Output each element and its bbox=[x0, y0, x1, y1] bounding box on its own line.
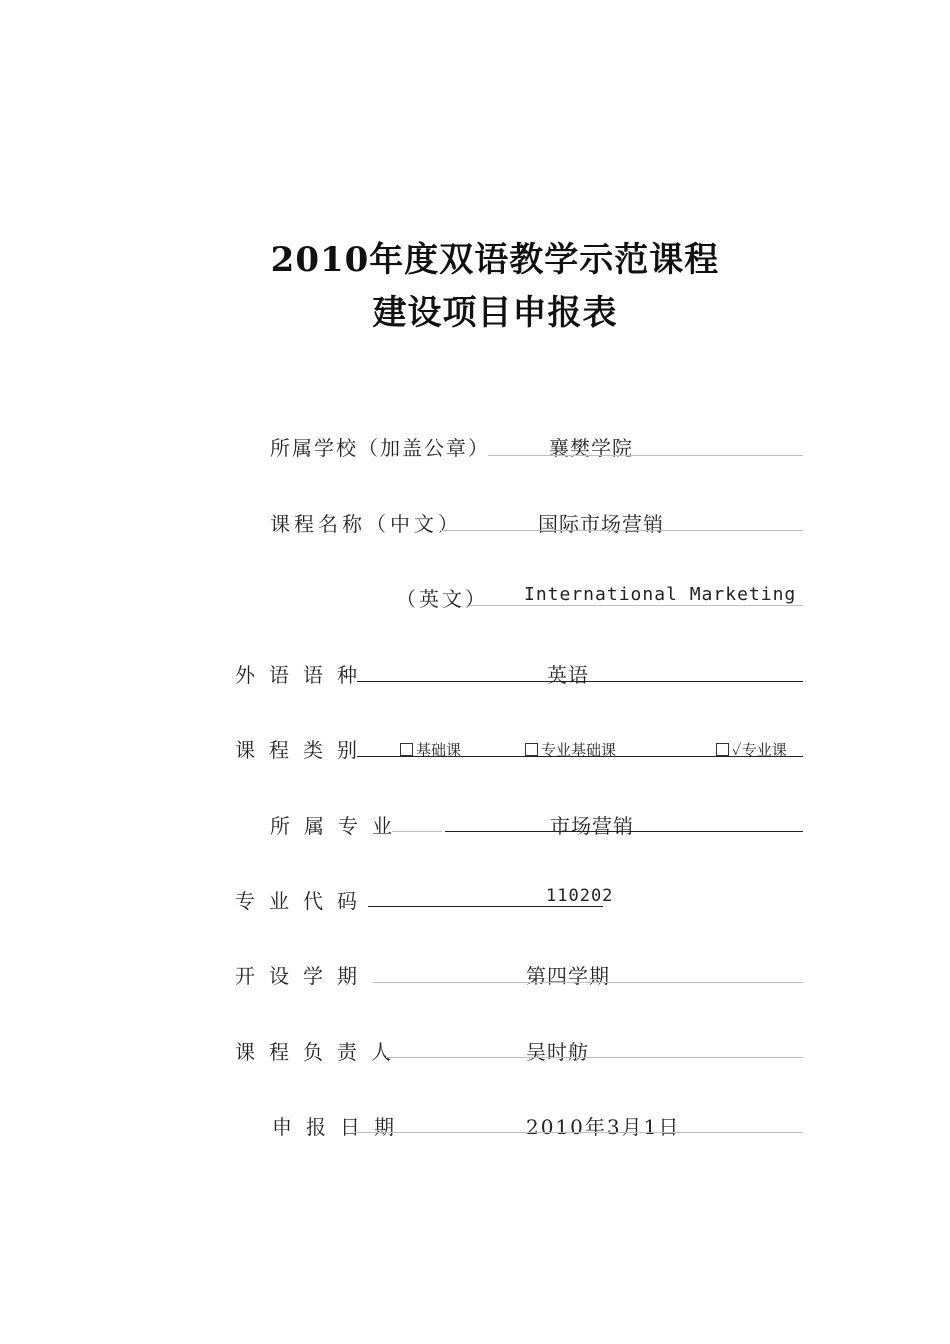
major-code-underline bbox=[368, 906, 603, 907]
category-option-major-label: 专业课 bbox=[741, 741, 787, 759]
major-code-label: 专业代码 bbox=[235, 889, 371, 913]
document-title-line1: 2010年度双语教学示范课程 bbox=[270, 240, 720, 280]
date-underline bbox=[355, 1132, 803, 1133]
school-label: 所属学校（加盖公章） bbox=[270, 436, 490, 460]
category-option-major-basic-label: 专业基础课 bbox=[541, 741, 617, 759]
language-underline bbox=[357, 681, 803, 682]
language-label: 外语语种 bbox=[235, 663, 371, 687]
semester-value: 第四学期 bbox=[526, 964, 610, 988]
course-en-label: （英文） bbox=[396, 587, 488, 611]
major-label: 所属专业 bbox=[270, 814, 406, 838]
course-cn-underline bbox=[440, 530, 803, 531]
semester-underline bbox=[373, 982, 803, 983]
major-value: 市场营销 bbox=[550, 814, 634, 838]
course-cn-label: 课程名称（中文） bbox=[270, 512, 462, 536]
semester-label: 开设学期 bbox=[235, 964, 371, 988]
checkbox-icon[interactable] bbox=[400, 743, 413, 756]
date-value: 2010年3月1日 bbox=[526, 1115, 681, 1139]
document-title-line2: 建设项目申报表 bbox=[372, 293, 618, 333]
category-underline bbox=[357, 756, 803, 757]
leader-label: 课程负责人 bbox=[235, 1040, 405, 1064]
major-underline-left bbox=[392, 831, 442, 832]
school-value: 襄樊学院 bbox=[549, 436, 633, 460]
school-underline bbox=[488, 455, 803, 456]
course-cn-value: 国际市场营销 bbox=[538, 512, 664, 536]
checkbox-icon[interactable] bbox=[525, 743, 538, 756]
leader-underline bbox=[386, 1057, 803, 1058]
course-en-value: International Marketing bbox=[524, 584, 797, 605]
leader-value: 吴时舫 bbox=[526, 1040, 589, 1064]
date-label: 申报日期 bbox=[272, 1115, 408, 1139]
major-underline bbox=[445, 831, 803, 832]
language-value: 英语 bbox=[547, 663, 589, 687]
check-mark-icon: ✓ bbox=[732, 741, 742, 759]
course-en-underline bbox=[470, 605, 803, 606]
checkbox-icon[interactable] bbox=[716, 743, 729, 756]
major-code-value: 110202 bbox=[546, 886, 614, 906]
category-option-basic-label: 基础课 bbox=[416, 741, 462, 759]
category-label: 课程类别 bbox=[235, 738, 371, 762]
